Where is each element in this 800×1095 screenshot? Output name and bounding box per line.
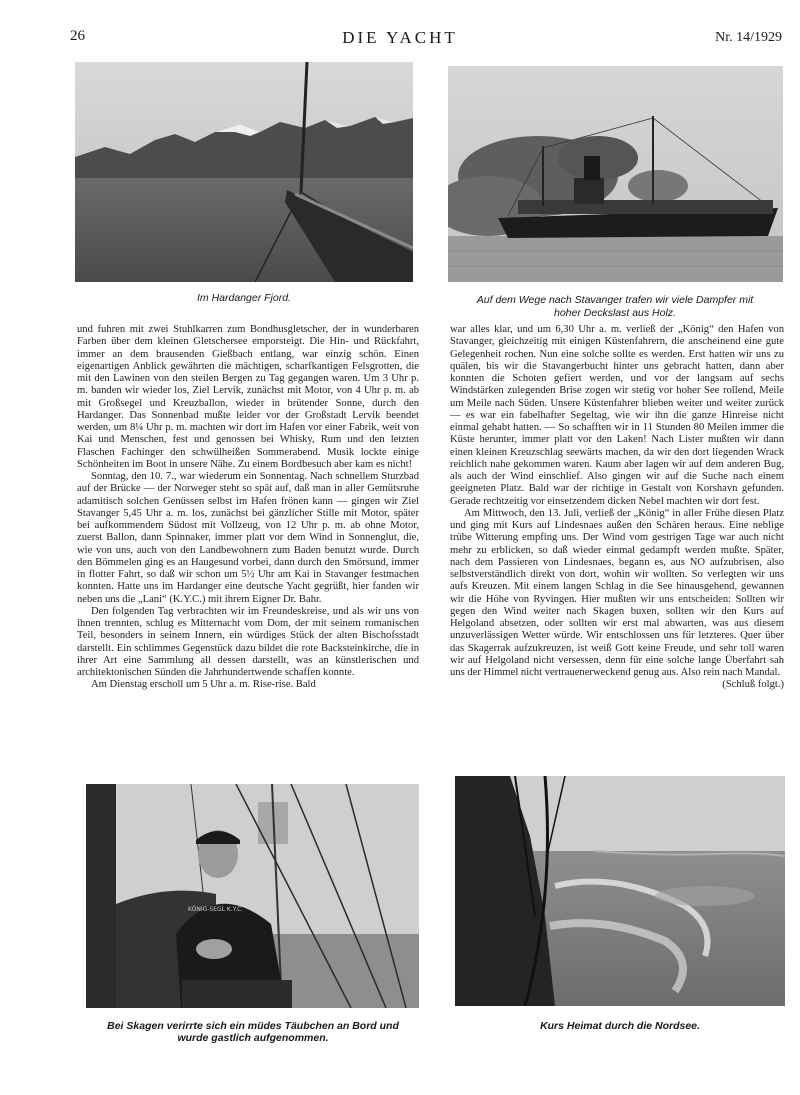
paragraph: und fuhren mit zwei Stuhlkarren zum Bondhusgletscher, der in wunderbaren Farben über dem kleinen Gletschersee emporsteigt. Die Hin- und Rückfahrt, immer an dem brausenden Gießbach entlang, war einzig schön. Einen eigenartigen Anblick gewährten die mächtigen, scharfkantigen Felsgrotten, die mit den Lawinen von den steilen Bergen zu Tag gegangen waren. Um 3 Uhr p. m. banden wir wieder los, Ziel Lervik, zunächst mit Motor, von 4 Uhr p. m. ab mit Großsegel und Kreuzballon, wieder in brütender Sonne, durch den Hardanger. Das Sonnenbad mußte leider vor der Großstadt Lervik beendet werden, um 8¼ Uhr p. m. machten wir dort im Hafen vor einer Fabrik, weit von Kai und Menschen, fest und genossen bei Whisky, Rum und den letzten Flaschen Fachinger den schwülheißen Sommerabend. Musik lockte einige Schönheiten im Boot in unsere Nähe. Zu einem Bordbesuch aber kam es nicht! <box>77 324 419 470</box>
steamer-scene <box>448 66 783 282</box>
caption-pigeon-line2: wurde gastlich aufgenommen. <box>177 1032 329 1044</box>
photo-hardanger-fjord <box>75 62 413 282</box>
photo-steamer <box>448 66 783 282</box>
fjord-scene <box>75 62 413 282</box>
caption-north-sea: Kurs Heimat durch die Nordsee. <box>540 1020 700 1032</box>
north-sea-scene <box>455 776 785 1006</box>
paragraph: Am Mittwoch, den 13. Juli, verließ der „König“ in aller Frühe diesen Platz und ging mit Kurs auf Lindesnaes außen den Schären heraus. Eine neblige trübe Witterung empfing uns. Der Wind vom gestrigen Tage war auch nicht mehr zu erblicken, so daß wieder einmal gedampft werden mußte. Später, nach dem Passieren von Lindesnaes, begann es, aus NO aufzubrisen, also selbstverständlich direkt von dort, wohin wir wollten. So verlegten wir uns aufs Kreuzen. Mit einem langen Schlag in die See hinausgehend, gewannen wir die Höhe von Ryvingen. Hier mußten wir uns entscheiden: Sollten wir gegen den Wind weiter nach Skagen buxen, sollten wir den Kurs auf Helgoland absetzen, oder sollten wir erst mal abwarten, was aus diesem unzuverlässigen Wetter würde. Wir entschlossen uns für letzteres. Quer über das Skagerrak aufzukreuzen, ist weiß Gott keine Freude, und sehr toll waren wir auf Helgoland nicht versessen, denn für eine solche lange Überfahrt sah uns der Himmel nicht vertrauenerweckend genug aus. Also rein nach Mandal. <box>450 507 784 678</box>
photo-north-sea <box>455 776 785 1006</box>
caption-steamer-line2: hoher Deckslast aus Holz. <box>554 307 676 319</box>
journal-title: DIE YACHT <box>342 28 458 47</box>
paragraph: Sonntag, den 10. 7., war wiederum ein Sonnentag. Nach schnellem Sturzbad auf der Brücke — der Norweger steht so spät auf, daß man in aller Gemütsruhe adamitisch solchen Genüssen selbst im Hafen frönen kann — gingen wir Ziel Stavanger 5,45 Uhr a. m. los, zunächst bei gänzlicher Stille mit Motor, später bei aufkommendem Südost mit Vollzeug, von 12 Uhr p. m. ab ohne Motor, zuerst Ballon, dann Spinnaker, immer platt vor dem Wind in Sonnenglut, die, wie von uns, auch von den Landbewohnern zum Baden benutzt wurde. Durch den Bömmelen ging es an Haugesund vorbei, dann durch den Smörsund, immer in flotter Fahrt, so daß wir schon um 5½ Uhr am Kai in Stavanger festmachen konnten. Hatte uns im Hardanger eine deutsche Yacht gegrüßt, hier fanden wir neben uns die „Lani“ (K.Y.C.) mit ihrem Eigner Dr. Bahr. <box>77 471 419 605</box>
caption-steamer-line1: Auf dem Wege nach Stavanger trafen wir viele Dampfer mit <box>476 294 754 306</box>
page-number: 26 <box>70 28 85 44</box>
caption-hardanger-fjord: Im Hardanger Fjord. <box>197 292 291 304</box>
issue-number: Nr. 14/1929 <box>715 30 782 45</box>
article-column-right <box>450 324 784 692</box>
paragraph: Am Dienstag erscholl um 5 Uhr a. m. Rise-rise. Bald <box>91 679 316 691</box>
paragraph: war alles klar, und um 6,30 Uhr a. m. verließ der „König“ den Hafen von Stavanger, gleichzeitig mit einigen Küstenfahrern, die anscheinend eine gute Gelegenheit rochen. Nun eine solche sollte es werden. Erst hatten wir uns zu quälen, bis wir die Stavangerbucht hinter uns gebracht hatten, dann aber konnten die Schoten gefiert werden, und vor der langsam auf sechs Windstärken zulegenden Brise zogen wir stetig vor hoher See rollend, Meile um Meile nach Süden. Unsere Küstenfahrer blieben weiter und weiter zurück — es war ein fabelhafter Segeltag, wie wir ihn die ganze Hinreise nicht einmal gehabt hatten. — So schafften wir in 11 Stunden 80 Meilen immer die Küste herunter, immer platt vor den Laken! Nach Lister mußten wir dann einen kleinen Kreuzschlag seewärts machen, da wir den dort liegenden Wrack reichlich nahe gekommen waren. Kaum aber lagen wir auf dem anderen Bug, als auch der Wind einschlief. Also gingen wir auf die Suche nach einem geeigneten Platz. Bald war der richtige in Gestalt von Korshavn gefunden. Gerade rechtzeitig vor einsetzendem dicken Nebel machten wir dort fest. <box>450 324 784 507</box>
continuation-note: (Schluß folgt.) <box>722 679 784 691</box>
paragraph: Den folgenden Tag verbrachten wir im Freundeskreise, und als wir uns von ihnen trennten, schlug es Mitternacht vom Dom, der mit seinem romanischen Teil, besonders in seinem Innern, ein würdiges Stück der alten Bischofsstadt darstellt. Ein schlimmes Gegenstück dazu bildet die rote Backsteinkirche, die in ihrer Art eine Sammlung all dessen darstellt, was an künstlerischen und architektonischen Sünden die Jahrhundertwende schaffen konnte. <box>77 605 419 678</box>
photo-sailor-on-deck <box>86 784 419 1008</box>
sweater-lettering: KÖNIG-SEGL K.Y.C. <box>188 906 244 913</box>
article-column-left <box>77 324 419 692</box>
caption-pigeon-line1: Bei Skagen verirrte sich ein müdes Täubchen an Bord und <box>107 1020 399 1032</box>
sailor-scene <box>86 784 419 1008</box>
